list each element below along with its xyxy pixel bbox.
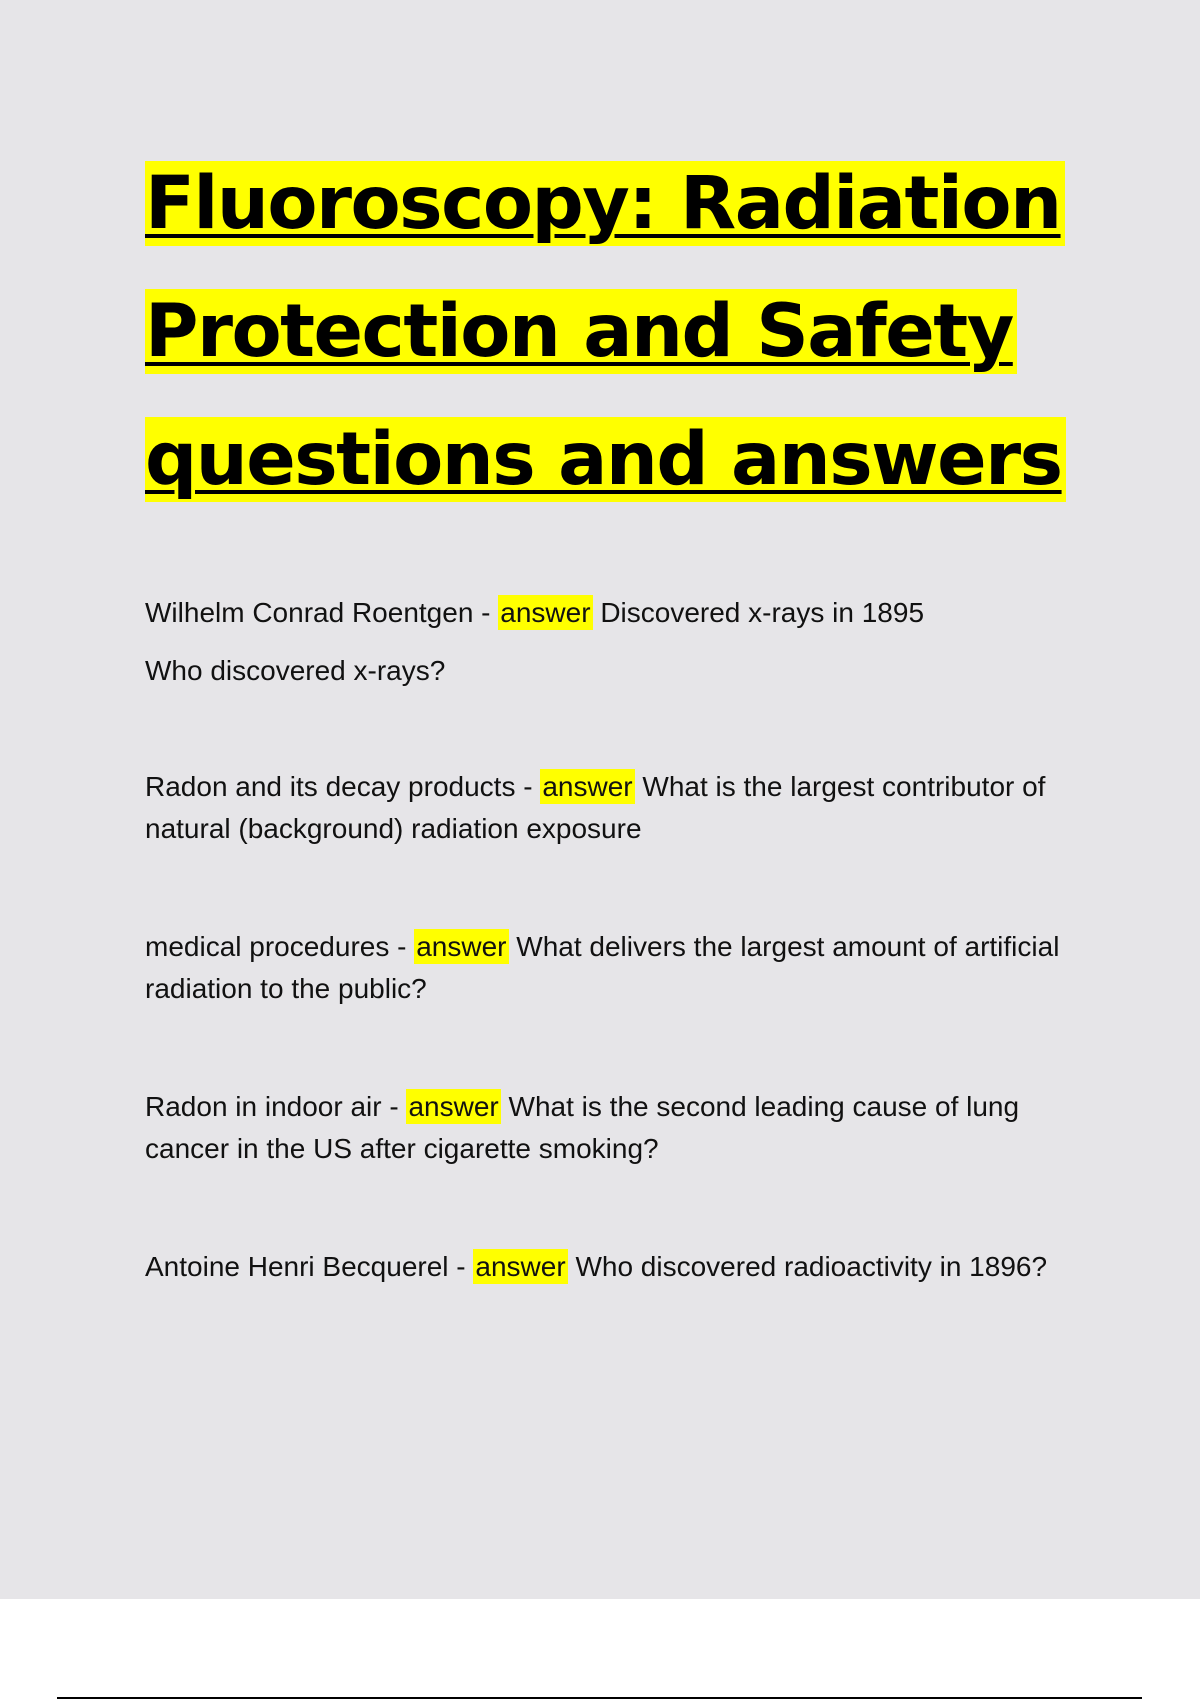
qa-item	[145, 926, 1105, 1010]
document-content	[145, 140, 1105, 1288]
qa-text: What delivers the largest amount of artificial radiation to the public?	[145, 931, 1060, 1004]
answer-tag: answer	[416, 931, 507, 962]
qa-item	[145, 592, 1105, 634]
answer-tag: answer	[542, 771, 633, 802]
title-line-2: Protection and Safety	[145, 268, 1105, 396]
qa-question: Who discovered x-rays?	[145, 655, 446, 686]
qa-text: What is the largest contributor of natural (background) radiation exposure	[145, 771, 1046, 844]
qa-term: Radon and its decay products -	[145, 771, 533, 802]
qa-item	[145, 1086, 1105, 1170]
qa-text: What is the second leading cause of lung cancer in the US after cigarette smoking?	[145, 1091, 1020, 1164]
qa-term: Wilhelm Conrad Roentgen -	[145, 597, 491, 628]
answer-tag: answer	[408, 1091, 499, 1122]
qa-term: Antoine Henri Becquerel -	[145, 1251, 466, 1282]
title-line-1: Fluoroscopy: Radiation	[145, 140, 1105, 268]
document-title	[145, 140, 1105, 524]
qa-list	[145, 592, 1105, 1288]
title-line-3: questions and answers	[145, 396, 1105, 524]
qa-term: medical procedures -	[145, 931, 407, 962]
footer-divider	[57, 1697, 1142, 1699]
qa-item	[145, 766, 1105, 850]
answer-tag: answer	[475, 1251, 566, 1282]
answer-tag: answer	[500, 597, 591, 628]
qa-text: Who discovered radioactivity in 1896?	[575, 1251, 1048, 1282]
qa-term: Radon in indoor air -	[145, 1091, 399, 1122]
qa-text: Discovered x-rays in 1895	[600, 597, 925, 628]
qa-item	[145, 1246, 1105, 1288]
